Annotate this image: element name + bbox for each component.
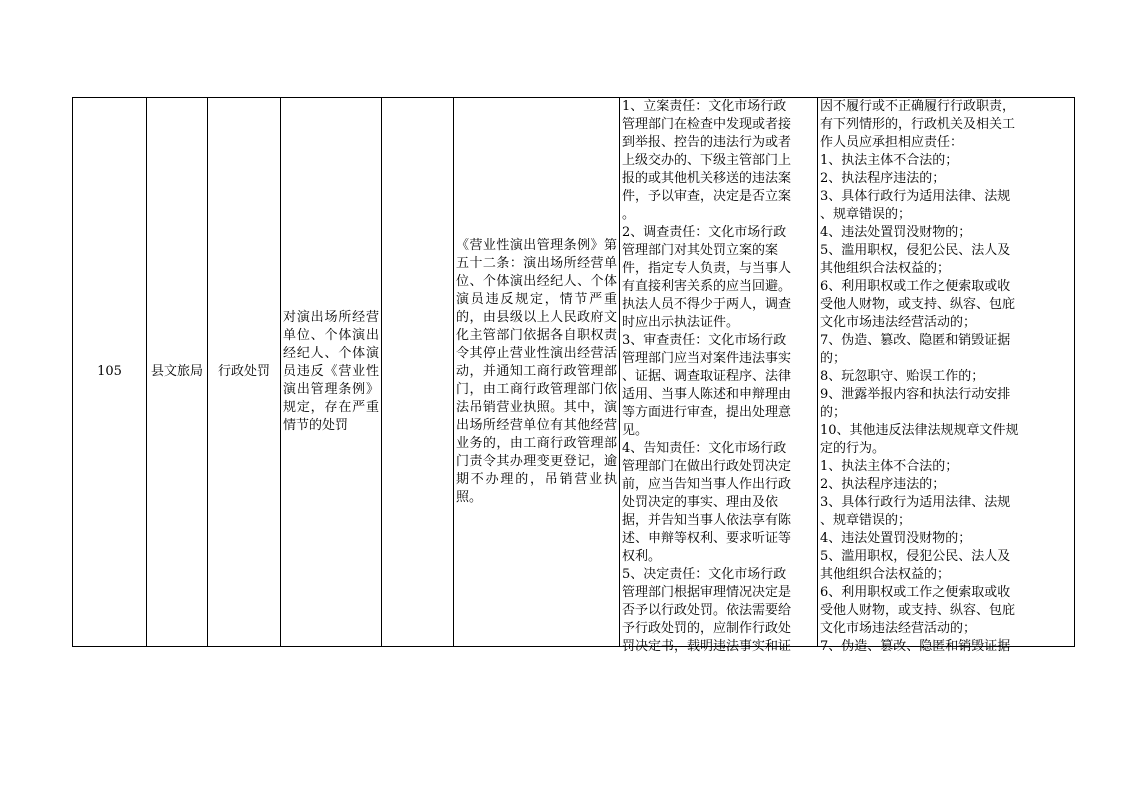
responsibility-line: 据，并告知当事人依法享有陈 [622, 513, 792, 528]
responsibility-line: 见。 [622, 423, 649, 438]
accountability-line: 1、执法主体不合法的； [820, 153, 959, 168]
basis-cell [454, 98, 620, 647]
matter-cell [281, 98, 382, 647]
responsibility-line: 到举报、控告的违法行为或者 [622, 135, 792, 150]
responsibility-text [620, 98, 817, 654]
accountability-line: 有下列情形的，行政机关及相关工 [820, 117, 1016, 132]
responsibility-line: 前，应当告知当事人作出行政 [622, 477, 792, 492]
accountability-cell [818, 98, 1075, 654]
responsibility-line: 件，指定专人负责，与当事人 [622, 261, 792, 276]
responsibility-line: 罚决定书，载明违法事实和证 [622, 639, 792, 654]
responsibility-line: 2、调查责任：文化市场行政 [622, 225, 787, 240]
category-text: 行政处罚 [217, 364, 270, 379]
responsibility-line: 述、申辩等权利、要求听证等 [622, 531, 792, 546]
responsibility-line: 执法人员不得少于两人，调查 [622, 297, 792, 312]
responsibility-line: 管理部门在检查中发现或者接 [622, 117, 792, 132]
accountability-line: 、规章错误的； [820, 513, 912, 528]
department-text: 县文旅局 [150, 364, 203, 379]
responsibility-line: 适用、当事人陈述和申辩理由 [622, 387, 792, 402]
accountability-line: 5、滥用职权，侵犯公民、法人及 [820, 549, 1011, 564]
responsibility-line: 上级交办的、下级主管部门上 [622, 153, 792, 168]
responsibility-line: 。 [622, 207, 636, 222]
responsibility-line: 4、告知责任：文化市场行政 [622, 441, 787, 456]
department-cell [147, 98, 208, 647]
accountability-line: 的； [820, 351, 847, 366]
matter-text: 对演出场所经营单位、个体演出经纪人、个体演员违反《营业性演出管理条例》规定，存在严重情节的处罚 [283, 310, 379, 433]
responsibility-line: 管理部门根据审理情况决定是 [622, 585, 792, 600]
responsibility-line: 件，予以审查，决定是否立案 [622, 189, 792, 204]
responsibility-line: 否予以行政处罚。依法需要给 [622, 603, 792, 618]
responsibility-line: 管理部门在做出行政处罚决定 [622, 459, 792, 474]
responsibility-line: 管理部门应当对案件违法事实 [622, 351, 792, 366]
accountability-line: 4、违法处置罚没财物的； [820, 531, 972, 546]
accountability-line: 10、其他违反法律法规规章文件规 [820, 423, 1019, 438]
accountability-line: 3、具体行政行为适用法律、法规 [820, 495, 1011, 510]
accountability-line: 7、伪造、篡改、隐匿和销毁证据 [820, 639, 1011, 654]
responsibility-cell [620, 98, 818, 654]
responsibility-line: 3、审查责任：文化市场行政 [622, 333, 787, 348]
accountability-line: 6、利用职权或工作之便索取或收 [820, 279, 1011, 294]
accountability-line: 8、玩忽职守、贻误工作的； [820, 369, 985, 384]
row-number: 105 [97, 364, 122, 379]
legal-basis-text: 《营业性演出管理条例》第五十二条：演出场所经营单位、个体演出经纪人、个体演员违反规定，情节严重的，由县级以上人民政府文化主管部门依据各自职权责令其停止营业性演出经营活动，并通知工商行政管理部门，由工商行政管理部门依法吊销营业执照。其中，演出场所经营单位有其他经营业务的，由工商行政管理部门责令其办理变更登记，逾期不办理的，吊销营业执照。 [456, 238, 617, 505]
accountability-line: 4、违法处置罚没财物的； [820, 225, 972, 240]
accountability-line: 5、滥用职权，侵犯公民、法人及 [820, 243, 1011, 258]
accountability-line: 受他人财物，或支持、纵容、包庇 [820, 603, 1016, 618]
accountability-line: 文化市场违法经营活动的； [820, 621, 977, 636]
accountability-line: 定的行为。 [820, 441, 886, 456]
accountability-line: 作人员应承担相应责任： [820, 135, 964, 150]
responsibility-line: 1、立案责任：文化市场行政 [622, 99, 787, 114]
accountability-line: 因不履行或不正确履行行政职责， [820, 99, 1016, 114]
responsibility-line: 处罚决定的事实、理由及依 [622, 495, 779, 510]
accountability-line: 2、执法程序违法的； [820, 477, 946, 492]
accountability-line: 2、执法程序违法的； [820, 171, 946, 186]
table-row [73, 98, 1075, 647]
responsibility-line: 权利。 [622, 549, 662, 564]
responsibility-table [72, 97, 1075, 654]
accountability-line: 其他组织合法权益的； [820, 567, 951, 582]
responsibility-line: 等方面进行审查，提出处理意 [622, 405, 792, 420]
accountability-line: 的； [820, 405, 847, 420]
accountability-line: 3、具体行政行为适用法律、法规 [820, 189, 1011, 204]
row-number-cell [73, 98, 147, 647]
accountability-line: 1、执法主体不合法的； [820, 459, 959, 474]
responsibility-line: 5、决定责任：文化市场行政 [622, 567, 787, 582]
accountability-line: 文化市场违法经营活动的； [820, 315, 977, 330]
accountability-line: 、规章错误的； [820, 207, 912, 222]
responsibility-line: 予行政处罚的，应制作行政处 [622, 621, 792, 636]
responsibility-line: 、证据、调查取证程序、法律 [622, 369, 792, 384]
accountability-line: 9、泄露举报内容和执法行动安排 [820, 387, 1011, 402]
accountability-text [818, 98, 1074, 654]
responsibility-line: 有直接利害关系的应当回避。 [622, 279, 792, 294]
accountability-line: 7、伪造、篡改、隐匿和销毁证据 [820, 333, 1011, 348]
accountability-line: 受他人财物，或支持、纵容、包庇 [820, 297, 1016, 312]
accountability-line: 其他组织合法权益的； [820, 261, 951, 276]
responsibility-line: 时应出示执法证件。 [622, 315, 740, 330]
category-cell [208, 98, 281, 647]
responsibility-line: 报的或其他机关移送的违法案 [622, 171, 792, 186]
responsibility-line: 管理部门对其处罚立案的案 [622, 243, 779, 258]
sub-item-cell [382, 98, 454, 647]
accountability-line: 6、利用职权或工作之便索取或收 [820, 585, 1011, 600]
